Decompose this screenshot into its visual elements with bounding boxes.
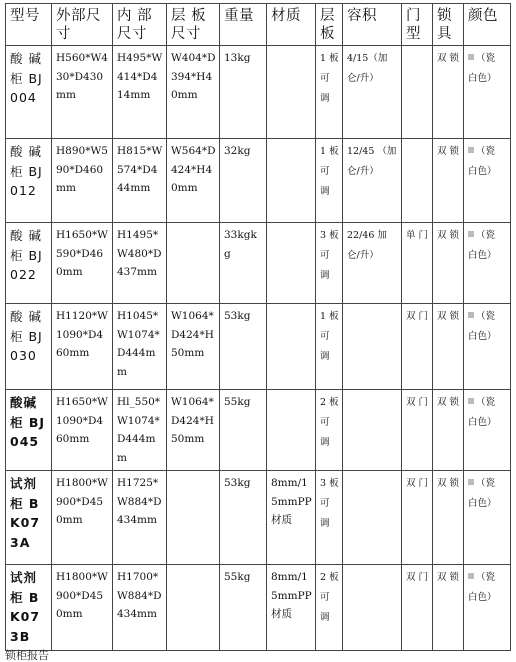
gray-square-icon — [468, 231, 474, 237]
header-lock: 锁 具 — [433, 4, 464, 46]
weight-cell: 53kg — [220, 471, 267, 565]
inner-size-cell: H495*W414*D414mm — [113, 46, 167, 139]
shelves-cell: 1 板 可 调 — [316, 304, 343, 390]
door-cell — [402, 139, 433, 223]
outer-size-cell: H1650*W1090*D460mm — [52, 390, 113, 471]
shelves-cell: 1 板 可 调 — [316, 46, 343, 139]
color-text: （瓷 白色） — [468, 146, 497, 177]
outer-size-cell: H890*W590*D460mm — [52, 139, 113, 223]
shelf-size-cell: W1064*D424*H50mm — [167, 304, 220, 390]
color-text: （瓷 白色） — [468, 53, 497, 84]
material-cell — [267, 223, 316, 304]
gray-square-icon — [468, 147, 474, 153]
table-row — [6, 565, 511, 651]
shelves-cell: 2 板 可 调 — [316, 390, 343, 471]
shelf-size-cell — [167, 565, 220, 651]
model-cell: 酸碱 柜 BJ045 — [6, 390, 52, 471]
outer-size-cell: H1800*W900*D450mm — [52, 471, 113, 565]
table-row — [6, 139, 511, 223]
inner-size-cell: H1495*W480*D437mm — [113, 223, 167, 304]
model-cell: 试剂 柜 BK073B — [6, 565, 52, 651]
header-material: 材质 — [267, 4, 316, 46]
lock-cell: 双 锁 — [433, 139, 464, 223]
model-cell: 酸 碱 柜 BJ022 — [6, 223, 52, 304]
lock-cell: 双 锁 — [433, 304, 464, 390]
header-shelves: 层 板 — [316, 4, 343, 46]
shelf-size-cell: W404*D394*H40mm — [167, 46, 220, 139]
model-cell: 酸 碱 柜 BJ030 — [6, 304, 52, 390]
weight-cell: 55kg — [220, 390, 267, 471]
header-door: 门 型 — [402, 4, 433, 46]
table-row — [6, 46, 511, 139]
header-outer-size: 外部尺寸 — [52, 4, 113, 46]
color-text: （瓷 白色） — [468, 230, 497, 261]
door-cell: 双 门 — [402, 565, 433, 651]
lock-cell: 双 锁 — [433, 471, 464, 565]
inner-size-cell: H1725*W884*D434mm — [113, 471, 167, 565]
color-text: （瓷 白色） — [468, 572, 497, 603]
gray-square-icon — [468, 54, 474, 60]
lock-cell: 双 锁 — [433, 565, 464, 651]
product-spec-table — [5, 3, 511, 651]
header-inner-size: 内 部 尺寸 — [113, 4, 167, 46]
material-cell: 8mm/15mmPP 材质 — [267, 471, 316, 565]
header-row — [6, 4, 511, 46]
model-cell: 试剂 柜 BK073A — [6, 471, 52, 565]
table-row — [6, 223, 511, 304]
header-shelf-size: 层 板 尺寸 — [167, 4, 220, 46]
table-row — [6, 304, 511, 390]
weight-cell: 32kg — [220, 139, 267, 223]
door-cell — [402, 46, 433, 139]
color-cell — [464, 304, 511, 390]
weight-cell: 53kg — [220, 304, 267, 390]
color-cell — [464, 471, 511, 565]
shelf-size-cell: W564*D424*H40mm — [167, 139, 220, 223]
lock-cell: 双 锁 — [433, 223, 464, 304]
color-cell — [464, 390, 511, 471]
header-color: 颜色 — [464, 4, 511, 46]
footer-text: 锁柜报告 — [5, 649, 49, 662]
door-cell: 双 门 — [402, 471, 433, 565]
color-cell — [464, 46, 511, 139]
volume-cell: 4/15（加仑/升） — [343, 46, 402, 139]
volume-cell — [343, 304, 402, 390]
header-volume: 容积 — [343, 4, 402, 46]
table-row — [6, 471, 511, 565]
inner-size-cell: H1045*W1074*D444mm — [113, 304, 167, 390]
door-cell: 单 门 — [402, 223, 433, 304]
gray-square-icon — [468, 479, 474, 485]
shelves-cell: 1 板 可 调 — [316, 139, 343, 223]
model-cell: 酸 碱 柜 BJ012 — [6, 139, 52, 223]
material-cell: 8mm/15mmPP 材质 — [267, 565, 316, 651]
color-cell — [464, 565, 511, 651]
color-cell — [464, 139, 511, 223]
inner-size-cell: H1700*W884*D434mm — [113, 565, 167, 651]
material-cell — [267, 390, 316, 471]
color-text: （瓷 白色） — [468, 478, 497, 509]
door-cell: 双 门 — [402, 304, 433, 390]
color-text: （瓷 白色） — [468, 311, 497, 342]
weight-cell: 33kgkg — [220, 223, 267, 304]
material-cell — [267, 304, 316, 390]
weight-cell: 55kg — [220, 565, 267, 651]
material-cell — [267, 139, 316, 223]
door-cell: 双 门 — [402, 390, 433, 471]
shelf-size-cell — [167, 471, 220, 565]
inner-size-cell: H815*W574*D444mm — [113, 139, 167, 223]
model-cell: 酸 碱 柜 BJ004 — [6, 46, 52, 139]
gray-square-icon — [468, 398, 474, 404]
gray-square-icon — [468, 573, 474, 579]
table-row — [6, 390, 511, 471]
material-cell — [267, 46, 316, 139]
volume-cell — [343, 390, 402, 471]
volume-cell — [343, 471, 402, 565]
lock-cell: 双 锁 — [433, 46, 464, 139]
lock-cell: 双 锁 — [433, 390, 464, 471]
shelves-cell: 2 板 可 调 — [316, 565, 343, 651]
volume-cell: 22/46 加仑/升） — [343, 223, 402, 304]
color-text: （瓷 白色） — [468, 397, 497, 428]
shelf-size-cell — [167, 223, 220, 304]
volume-cell: 12/45 （加仑/升） — [343, 139, 402, 223]
header-model: 型号 — [6, 4, 52, 46]
weight-cell: 13kg — [220, 46, 267, 139]
inner-size-cell: Hl_550*W1074*D444mm — [113, 390, 167, 471]
gray-square-icon — [468, 312, 474, 318]
volume-cell — [343, 565, 402, 651]
outer-size-cell: H1120*W1090*D460mm — [52, 304, 113, 390]
outer-size-cell: H560*W430*D430mm — [52, 46, 113, 139]
shelves-cell: 3 板 可 调 — [316, 471, 343, 565]
outer-size-cell: H1800*W900*D450mm — [52, 565, 113, 651]
color-cell — [464, 223, 511, 304]
shelf-size-cell: W1064*D424*H50mm — [167, 390, 220, 471]
outer-size-cell: H1650*W590*D460mm — [52, 223, 113, 304]
header-weight: 重量 — [220, 4, 267, 46]
shelves-cell: 3 板 可 调 — [316, 223, 343, 304]
